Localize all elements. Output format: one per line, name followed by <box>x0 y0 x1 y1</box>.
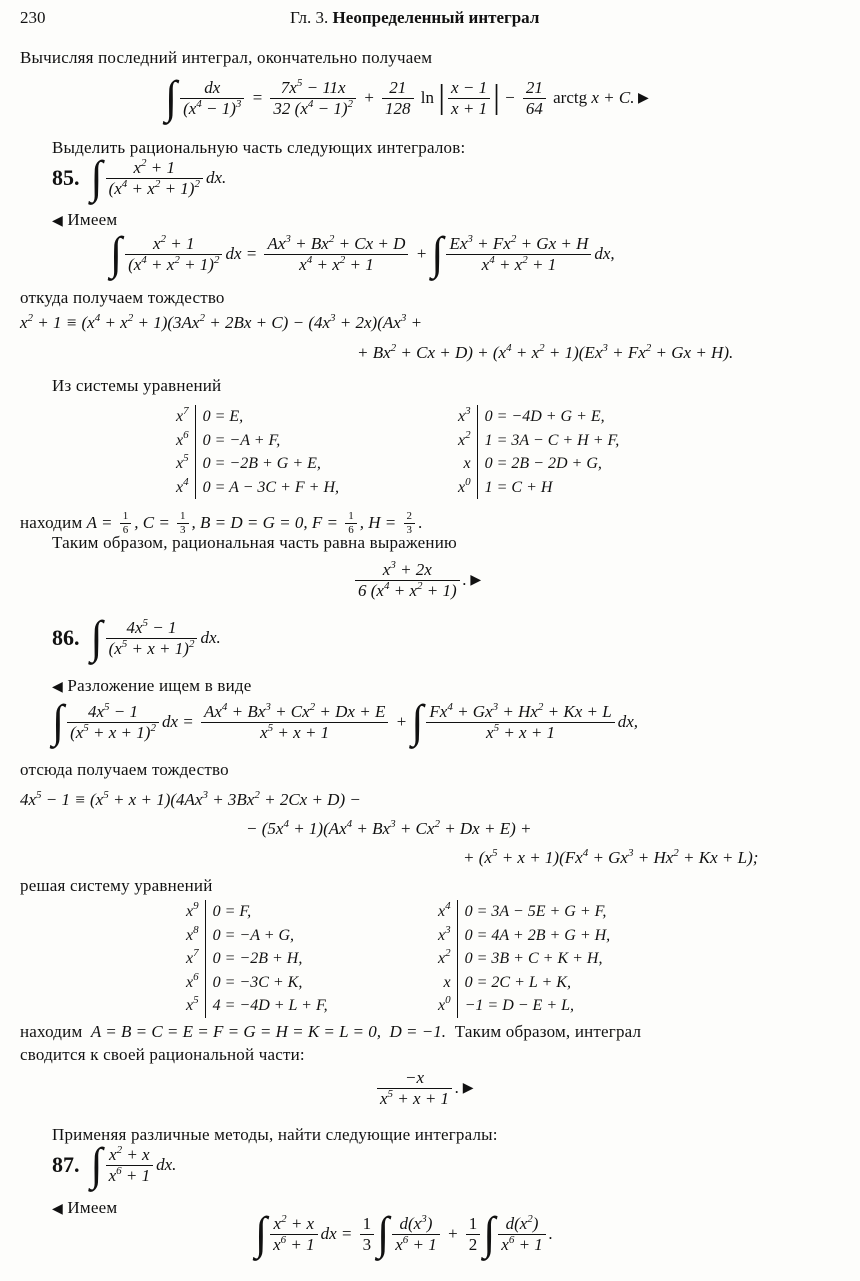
system-85-left-row <box>172 452 343 476</box>
system-85-left <box>172 405 343 499</box>
formula-86-decomposition: ∫ $\frac{4x^5 - 1}{(x^5 + x + 1)^2}$ dx = $\frac{Ax^4 + Bx^3 + Cx^2 + Dx + E}{x^5 + x + 1}$ + ∫ $\frac{Fx^4 + Gx^3 + Hx^2 + Kx + L}{x^5 + x + 1}$ dx, <box>52 695 638 748</box>
power-label: $x^0$ <box>458 475 471 496</box>
problem-85-from-system: Из системы уравнений <box>52 376 222 395</box>
find-label-86: находим <box>20 1022 83 1041</box>
formula-intro-result: ∫ $\frac{dx}{(x^4 - 1)^3}$ = $\frac{7x^5 - 11x}{32 (x^4 - 1)^2}$ + $\frac{21}{128}$ ln | $\frac{x - 1}{x + 1}$ | − $\frac{21}{64}$ arctg x + C. ▶ <box>165 71 649 124</box>
problem-87-number: 87. <box>52 1152 80 1177</box>
power-label: $x^4$ <box>438 900 451 920</box>
system-85-right-row <box>454 429 623 453</box>
power-label: $x^8$ <box>186 923 199 944</box>
identity-86-line3: + $(x^5 + x + 1)(Fx^4 + Gx^3 + Hx^2 + Kx + L)$; <box>463 847 759 867</box>
power-label: $x^6$ <box>176 428 189 449</box>
system-85-left-row <box>172 429 343 453</box>
equation: 0 = −2B + H, <box>205 947 332 971</box>
power-label: $x^9$ <box>186 900 199 920</box>
equation: 0 = E, <box>195 405 343 429</box>
problem-85-thus: Таким образом, рациональная часть равна выражению <box>52 533 457 552</box>
find-rest-86: Таким образом, интеграл <box>454 1022 642 1041</box>
page-number: 230 <box>20 8 46 27</box>
methods-intro: Применяя различные методы, найти следующие интегралы: <box>52 1125 498 1144</box>
problems-intro: Выделить рациональную часть следующих интегралов: <box>52 138 466 157</box>
equation: 0 = −3C + K, <box>205 971 332 995</box>
equation: 0 = A − 3C + F + H, <box>195 476 343 500</box>
power-label: $x^7$ <box>176 405 189 425</box>
system-86-right-row <box>434 971 614 995</box>
equation: 0 = 2B − 2D + G, <box>477 452 623 476</box>
problem-86-solution: находим A = B = C = E = F = G = H = K = L = 0, D = −1. Таким образом, интеграл <box>20 1022 642 1041</box>
formula-86-result: $\frac{-x}{x^5 + x + 1}$ . ▶ <box>374 1068 474 1108</box>
equation: 0 = −A + F, <box>195 429 343 453</box>
problem-85-number: 85. <box>52 165 80 190</box>
system-86-left-row <box>182 994 332 1018</box>
identity-85-line2: + $Bx^2 + Cx + D) + (x^4 + x^2 + 1)(Ex^3 + Fx^2 + Gx + H)$. <box>357 342 734 362</box>
equation: 0 = 2C + L + K, <box>457 971 614 995</box>
problem-87-have: ◀ Имеем <box>52 1198 118 1217</box>
equation: 1 = 3A − C + H + F, <box>477 429 623 453</box>
power-label: $x^7$ <box>186 947 199 967</box>
system-86-right <box>434 900 614 1018</box>
problem-85-solution: находим A = $\frac{1}{6}$ , C = $\frac{1}{3}$ , B = D = G = 0, F = $\frac{1}{6}$ , H = $\frac{2}{3}$ . <box>20 510 423 536</box>
power-label: $x^3$ <box>438 923 451 944</box>
power-label: $x^3$ <box>458 405 471 425</box>
running-head <box>290 8 539 28</box>
equation: 0 = 3B + C + K + H, <box>457 947 614 971</box>
power-label: $x^2$ <box>438 947 451 967</box>
problem-85-have: ◀ Имеем <box>52 210 118 229</box>
system-86-right-row <box>434 900 614 924</box>
equation: 0 = F, <box>205 900 332 924</box>
equation: 0 = −4D + G + E, <box>477 405 623 429</box>
equation: −1 = D − E + L, <box>457 994 614 1018</box>
identity-85-line1: $x^2 + 1 \equiv (x^4 + x^2 + 1)(3Ax^2 + 2Bx + C) - (4x^3 + 2x)(Ax^3$ + <box>20 312 423 332</box>
problem-86-whence: отсюда получаем тождество <box>20 760 229 779</box>
identity-86-line1: $4x^5 - 1 \equiv (x^5 + x + 1)(4Ax^3 + 3Bx^2 + 2Cx + D)$ − <box>20 789 361 809</box>
equation: 0 = −2B + G + E, <box>195 452 343 476</box>
system-85-right-row <box>454 452 623 476</box>
chapter-title: Неопределенный интеграл <box>332 8 540 27</box>
system-85-left-row <box>172 405 343 429</box>
system-86-left-row <box>182 924 332 948</box>
system-85-right <box>454 405 623 499</box>
power-label: x <box>443 973 451 991</box>
equation: 4 = −4D + L + F, <box>205 994 332 1018</box>
power-label: x <box>463 455 471 472</box>
system-86-left-row <box>182 947 332 971</box>
equation: 1 = C + H <box>477 476 623 500</box>
equation: 0 = −A + G, <box>205 924 332 948</box>
problem-86-reduces: сводится к своей рациональной части: <box>20 1045 305 1064</box>
system-86-right-row <box>434 947 614 971</box>
system-86-right-row <box>434 924 614 948</box>
system-85-right-row <box>454 405 623 429</box>
power-label: $x^0$ <box>438 994 451 1014</box>
system-86-left-row <box>182 900 332 924</box>
power-label: $x^5$ <box>176 452 189 472</box>
formula-85-result: $\frac{x^3 + 2x}{6 (x^4 + x^2 + 1)}$ . ▶ <box>352 560 481 600</box>
problem-87-statement: 87. ∫ $\frac{x^2 + x}{x^6 + 1}$ dx. <box>52 1138 177 1191</box>
system-86-right-row <box>434 994 614 1018</box>
formula-87: ∫ $\frac{x^2 + x}{x^6 + 1}$ dx = $\frac{1}{3}$ ∫ $\frac{d(x^3)}{x^6 + 1}$ + $\frac{1}{2}$ ∫ $\frac{d(x^2)}{x^6 + 1}$ . <box>255 1207 554 1260</box>
problem-86-number: 86. <box>52 625 80 650</box>
problem-86-decomp: ◀ Разложение ищем в виде <box>52 676 252 695</box>
chapter-label: Гл. 3. <box>290 8 329 27</box>
power-label: $x^6$ <box>186 970 199 991</box>
problem-85-whence: откуда получаем тождество <box>20 288 225 307</box>
system-85-left-row <box>172 476 343 500</box>
system-85-right-row <box>454 476 623 500</box>
system-86-left <box>182 900 332 1018</box>
equation: 0 = 3A − 5E + G + F, <box>457 900 614 924</box>
intro-text: Вычисляя последний интеграл, окончательно получаем <box>20 48 433 67</box>
power-label: $x^2$ <box>458 428 471 449</box>
problem-85-statement: 85. ∫ $\frac{x^2 + 1}{(x^4 + x^2 + 1)^2}$ dx. <box>52 151 227 204</box>
formula-85-decomposition: ∫ $\frac{x^2 + 1}{(x^4 + x^2 + 1)^2}$ dx = $\frac{Ax^3 + Bx^2 + Cx + D}{x^4 + x^2 + 1}$ + ∫ $\frac{Ex^3 + Fx^2 + Gx + H}{x^4 + x^2 + 1}$ dx, <box>110 227 615 280</box>
power-label: $x^5$ <box>186 994 199 1014</box>
identity-86-line2: − $(5x^4 + 1)(Ax^4 + Bx^3 + Cx^2 + Dx + E)$ + <box>246 818 532 838</box>
problem-86-solving: решая систему уравнений <box>20 876 213 895</box>
find-label-85: находим <box>20 513 83 533</box>
system-86-left-row <box>182 971 332 995</box>
problem-86-statement: 86. ∫ $\frac{4x^5 - 1}{(x^5 + x + 1)^2}$ dx. <box>52 611 221 664</box>
equation: 0 = 4A + 2B + G + H, <box>457 924 614 948</box>
power-label: $x^4$ <box>176 475 189 496</box>
